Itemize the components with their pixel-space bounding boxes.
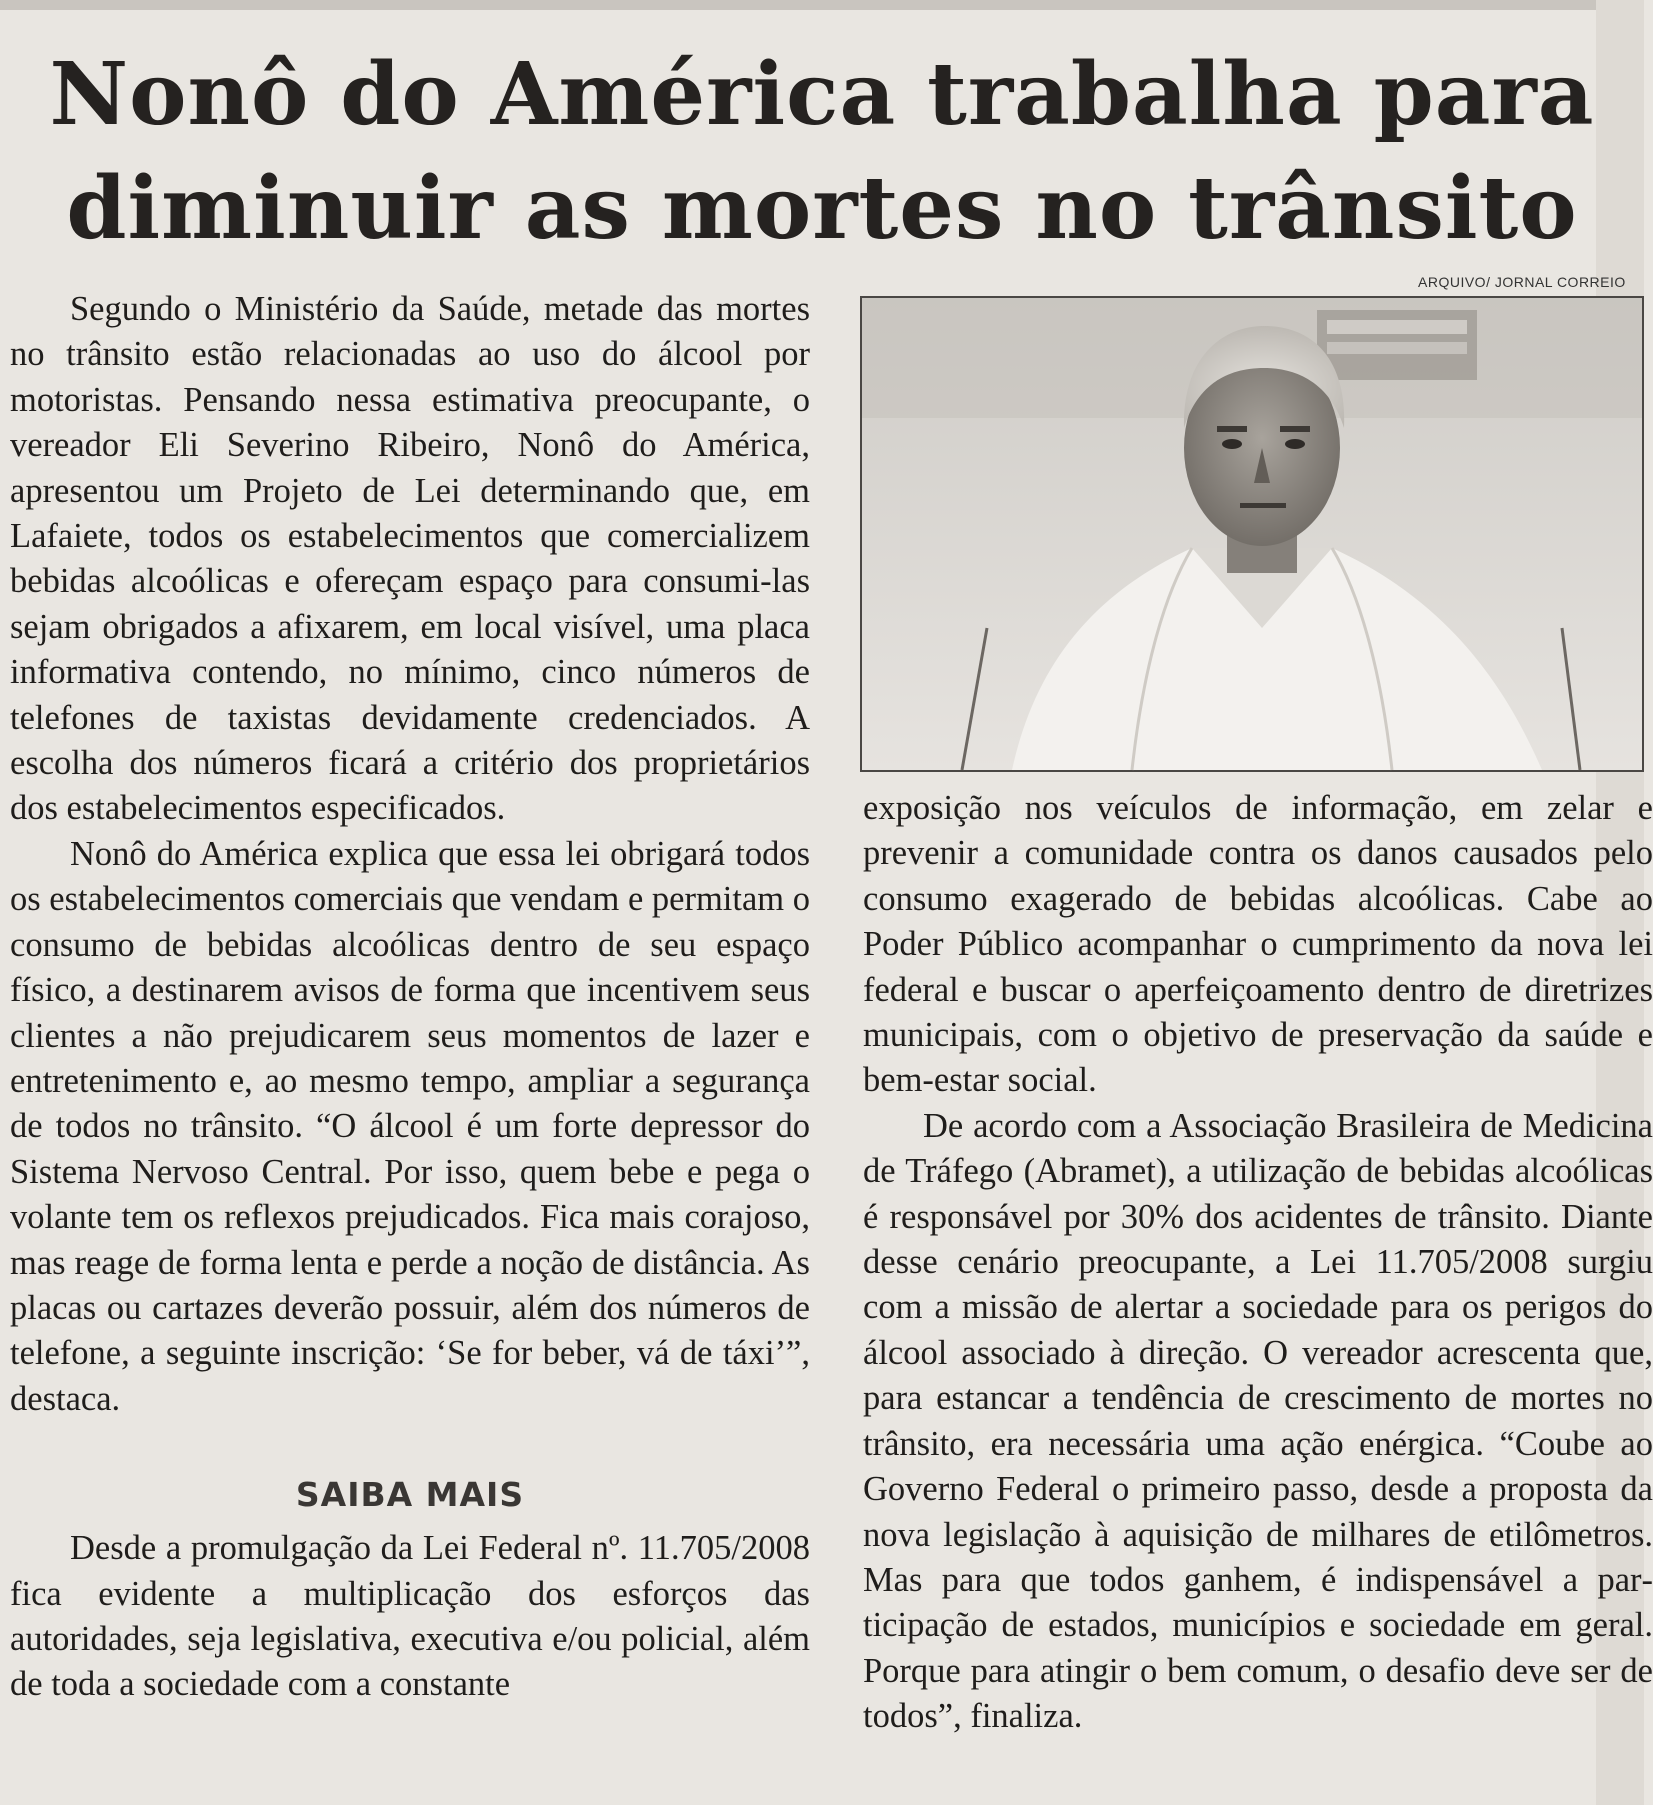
top-rule	[0, 0, 1644, 10]
headline-line-2: diminuir as mortes no trânsito	[66, 158, 1578, 259]
left-text-column	[10, 287, 810, 1708]
article-photo	[860, 296, 1644, 772]
paragraph: Segundo o Ministério da Saúde, metade das mortes no trânsito estão relacionadas ao uso do álcool por motoristas. Pensando nessa estimativa preocupante, o vereador Eli Severino Ribeiro, Nonô do América, apresentou um Projeto de Lei determinando que, em Lafaiete, todos os estabelecimentos que comercializem bebidas alcoólicas e ofereçam espaço para consumi-las sejam obrigados a afixarem, em local visível, uma placa informativa contendo, no mínimo, cinco números de telefones de taxistas devidamente credenciados. A escolha dos números ficará a critério dos proprietários dos estabelecimentos especificados.	[10, 290, 810, 828]
section-subhead: SAIBA MAIS	[295, 1475, 525, 1515]
paragraph: Nonô do América explica que essa lei obrigará todos os estabelecimentos comerciais que vendam e permitam o consumo de bebidas alcoólicas dentro de seu espaço físico, a destinarem avisos de forma que incentivem seus clientes a não prejudicarem seus momentos de lazer e entretenimento e, ao mesmo tempo, ampliar a segurança de todos no trânsito. “O álcool é um forte depressor do Sistema Nervoso Central. Por isso, quem bebe e pega o volante tem os reflexos prejudicados. Fica mais corajoso, mas reage de forma lenta e perde a noção de distância. As placas ou cartazes deverão possuir, além dos números de telefone, a seguinte inscrição: ‘Se for beber, vá de táxi’”, destaca.	[10, 834, 810, 1418]
paragraph: Desde a promulgação da Lei Federal nº. 11.705/2008 fica evidente a multiplicação dos esforços das autoridades, seja legislativa, executiva e/ou policial, além de toda a sociedade com a constante	[10, 1529, 810, 1704]
article-headline	[0, 38, 1644, 266]
right-text-column	[863, 786, 1653, 1740]
headline-line-1: Nonô do América trabalha para	[49, 44, 1595, 145]
photo-credit: ARQUIVO/ JORNAL CORREIO	[1418, 274, 1626, 290]
portrait-illustration	[862, 298, 1642, 770]
paragraph: De acordo com a Associação Brasileira de Medicina de Tráfego (Abramet), a utilização de bebidas alcoólicas é responsável por 30% dos acidentes de trânsito. Diante desse cenário preocupante, a Lei 11.705/2008 surgiu com a missão de alertar a sociedade para os perigos do álcool associado à direção. O vereador acrescenta que, para estancar a tendência de crescimento de mortes no trânsito, era necessária uma ação enérgica. “Coube ao Governo Federal o primeiro passo, desde a proposta da nova legislação à aquisição de milhares de etilômetros. Mas para que todos ganhem, é indispensável a participação de estados, municípios e sociedade em geral. Porque para atingir o bem comum, o desafio deve ser de todos”, finaliza.	[863, 1106, 1653, 1736]
paragraph: exposição nos veículos de informação, em zelar e prevenir a comunidade contra os danos causados pelo consumo exagerado de bebidas alcoólicas. Cabe ao Poder Público acompanhar o cumprimento da nova lei federal e buscar o aperfeiçoamento dentro de diretrizes municipais, com o objetivo de preservação da saúde e bem-estar social.	[863, 789, 1653, 1100]
